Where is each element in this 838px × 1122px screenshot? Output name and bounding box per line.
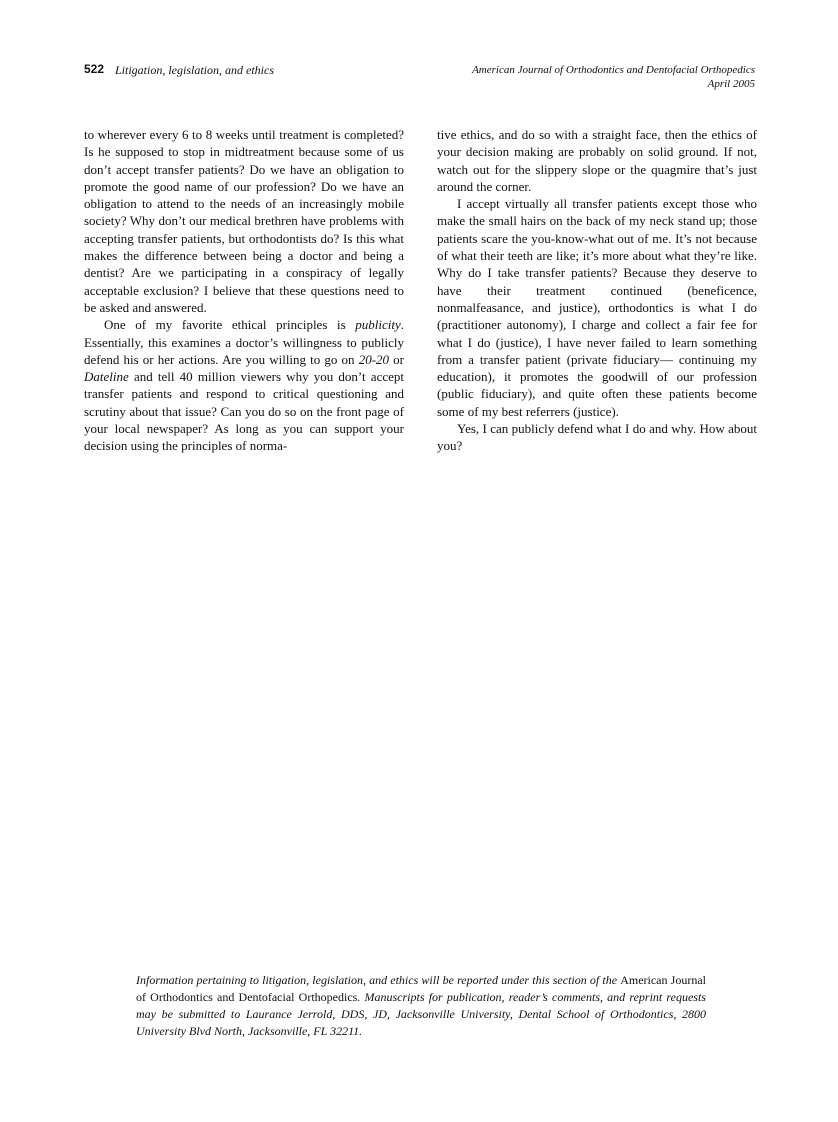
page-number: 522	[84, 62, 105, 76]
text-run: Information pertaining to litigation, legislation, and ethics will be reported under this section of the	[136, 973, 621, 987]
text-run: One of my favorite ethical principles is	[104, 317, 356, 333]
section-footnote	[136, 972, 706, 1040]
emphasis-term: publicity	[355, 317, 401, 333]
issue-date: April 2005	[707, 78, 755, 90]
left-column	[84, 126, 404, 455]
journal-name: American Journal of Orthodontics and Dentofacial Orthopedics	[472, 64, 755, 76]
text-run: . Essentially, this examines a doctor’s willingness to publicly defend his or her actions. Are you willing to go on	[84, 317, 404, 367]
right-column	[437, 126, 757, 455]
paragraph: Yes, I can publicly defend what I do and why. How about you?	[437, 421, 757, 454]
text-run: and tell 40 million viewers why you don’t accept transfer patients and respond to critical questioning and scrutiny about that issue? Can you do so on the front page of your local newspaper? As long as you can support your decision using the principles of norma-	[84, 369, 404, 454]
paragraph	[84, 316, 404, 454]
show-title: 20-20	[358, 351, 390, 367]
paragraph: I accept virtually all transfer patients except those who make the small hairs on the back of my neck stand up; those patients scare the you-know-what out of me. It’s not because of what their teeth are like; it’s more about what they’re like. Why do I take transfer patients? Because they deserve to have their treatment continued (beneficence, nonmalfeasance, and justice), orthodontics is what I do (practitioner autonomy), I charge and collect a fair fee for what I do (justice), I have never failed to learn something from a transfer patient (private fiduciary— continuing my education), it promotes the goodwill of our profession (public fiduciary), and quite often these patients become some of my best referrers (justice).	[437, 196, 757, 419]
journal-header	[472, 63, 755, 91]
paragraph: to wherever every 6 to 8 weeks until treatment is completed? Is he supposed to stop in midtreatment because some of us don’t accept transfer patients? Do we have an obligation to promote the good name of our profession? Do we have an obligation to attend to the needs of an increasingly mobile society? Why don’t our medical brethren have problems with accepting transfer patients, but orthodontists do? Is this what makes the difference between being a doctor and being a dentist? Are we participating in a conspiracy of legally acceptable exclusion? I believe that these questions need to be asked and answered.	[84, 127, 404, 315]
text-run: or	[389, 351, 404, 367]
text-run: . Manuscripts for publication, reader’s comments, and reprint requests may be submitted to Laurance Jerrold, DDS, JD, Jacksonville University, Dental School of Orthodontics, 2800 University Blvd North, Jacksonville, FL 32211.	[136, 990, 706, 1038]
journal-name: American Journal of Orthodontics and Dentofacial Orthopedics	[136, 973, 706, 1004]
paragraph: tive ethics, and do so with a straight face, then the ethics of your decision making are probably on solid ground. If not, watch out for the slippery slope or the quagmire that’s just around the corner.	[437, 127, 757, 194]
section-title: Litigation, legislation, and ethics	[115, 63, 274, 77]
show-title: Dateline	[84, 369, 129, 385]
